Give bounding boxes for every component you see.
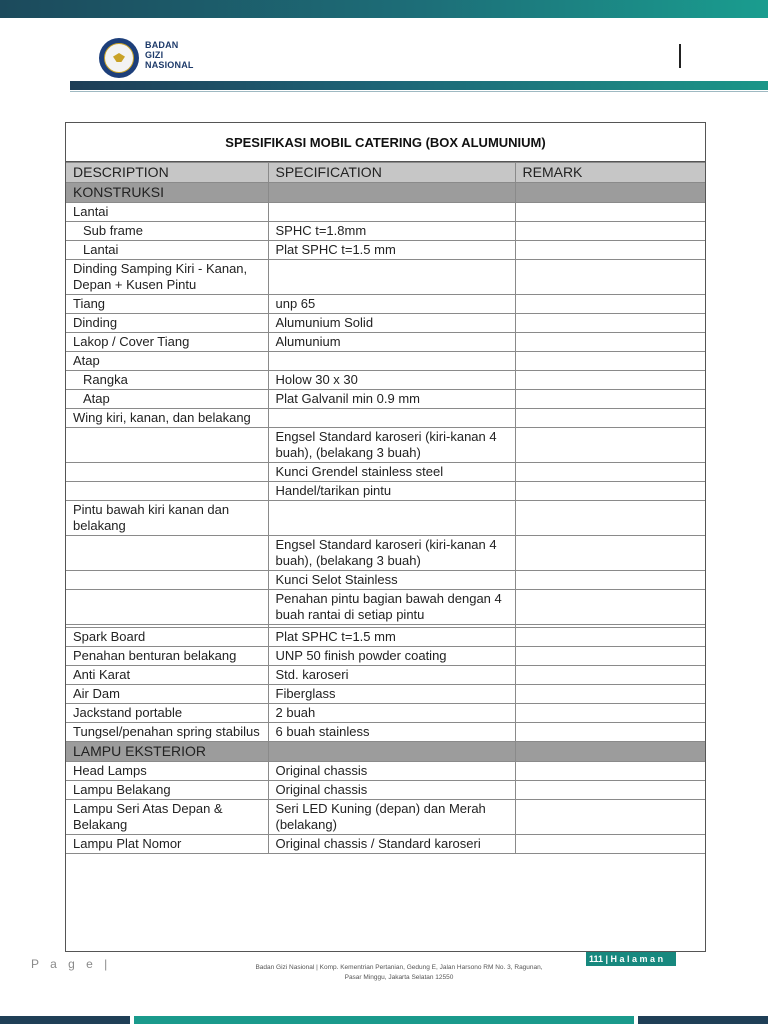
- column-header-specification: SPECIFICATION: [268, 163, 515, 183]
- remark-cell: [515, 647, 705, 666]
- description-cell: Lampu Seri Atas Depan & Belakang: [66, 800, 268, 835]
- description-cell: Lakop / Cover Tiang: [66, 333, 268, 352]
- specification-cell: 2 buah: [268, 704, 515, 723]
- remark-cell: [515, 222, 705, 241]
- remark-cell: [515, 333, 705, 352]
- brand-name: [145, 40, 194, 70]
- description-cell: Head Lamps: [66, 762, 268, 781]
- bgn-logo-emblem: [99, 38, 139, 78]
- table-row: [66, 241, 705, 260]
- specification-cell: [268, 183, 515, 203]
- remark-cell: [515, 835, 705, 854]
- description-cell: Tungsel/penahan spring stabilus: [66, 723, 268, 742]
- specification-cell: [268, 501, 515, 536]
- description-cell: Atap: [66, 390, 268, 409]
- top-banner: [0, 0, 768, 18]
- specification-cell: Std. karoseri: [268, 666, 515, 685]
- table-row: [66, 314, 705, 333]
- table-row: [66, 333, 705, 352]
- description-cell: Atap: [66, 352, 268, 371]
- description-cell: Lampu Plat Nomor: [66, 835, 268, 854]
- table-row: [66, 352, 705, 371]
- description-cell: Lampu Belakang: [66, 781, 268, 800]
- specification-cell: Seri LED Kuning (depan) dan Merah (belakang): [268, 800, 515, 835]
- description-cell: Sub frame: [66, 222, 268, 241]
- description-cell: [66, 571, 268, 590]
- header-rule: [70, 81, 768, 90]
- specification-cell: 6 buah stainless: [268, 723, 515, 742]
- description-cell: Dinding: [66, 314, 268, 333]
- footer-address-line-2: Pasar Minggu, Jakarta Selatan 12550: [344, 974, 454, 981]
- column-header-description: DESCRIPTION: [66, 163, 268, 183]
- specification-cell: Plat Galvanil min 0.9 mm: [268, 390, 515, 409]
- specification-cell: Engsel Standard karoseri (kiri-kanan 4 buah), (belakang 3 buah): [268, 428, 515, 463]
- column-header-remark: REMARK: [515, 163, 705, 183]
- description-cell: Anti Karat: [66, 666, 268, 685]
- table-row: [66, 666, 705, 685]
- description-cell: Jackstand portable: [66, 704, 268, 723]
- remark-cell: [515, 571, 705, 590]
- specification-cell: UNP 50 finish powder coating: [268, 647, 515, 666]
- specification-cell: unp 65: [268, 295, 515, 314]
- remark-cell: [515, 762, 705, 781]
- remark-cell: [515, 501, 705, 536]
- specification-cell: Fiberglass: [268, 685, 515, 704]
- description-cell: Pintu bawah kiri kanan dan belakang: [66, 501, 268, 536]
- description-cell: [66, 590, 268, 625]
- specification-cell: [268, 409, 515, 428]
- specification-cell: Kunci Grendel stainless steel: [268, 463, 515, 482]
- remark-cell: [515, 241, 705, 260]
- specification-cell: Plat SPHC t=1.5 mm: [268, 628, 515, 647]
- table-row: [66, 590, 705, 625]
- table-row: [66, 203, 705, 222]
- remark-cell: [515, 536, 705, 571]
- description-cell: Air Dam: [66, 685, 268, 704]
- specification-cell: Original chassis: [268, 781, 515, 800]
- table-row: [66, 800, 705, 835]
- remark-cell: [515, 781, 705, 800]
- footer-address-line-1: Badan Gizi Nasional | Komp. Kementrian Pertanian, Gedung E, Jalan Harsono RM No. 3, Ragunan,: [255, 964, 543, 971]
- specification-cell: Alumunium Solid: [268, 314, 515, 333]
- table-row: [66, 762, 705, 781]
- remark-cell: [515, 352, 705, 371]
- table-row: [66, 723, 705, 742]
- description-cell: KONSTRUKSI: [66, 183, 268, 203]
- specification-cell: Plat SPHC t=1.5 mm: [268, 241, 515, 260]
- brand-line-1: BADAN: [145, 40, 179, 50]
- description-cell: Penahan benturan belakang: [66, 647, 268, 666]
- sheet-title: SPESIFIKASI MOBIL CATERING (BOX ALUMUNIUM): [66, 123, 705, 162]
- table-row: [66, 647, 705, 666]
- remark-cell: [515, 409, 705, 428]
- specification-cell: Original chassis / Standard karoseri: [268, 835, 515, 854]
- remark-cell: [515, 183, 705, 203]
- table-row: [66, 390, 705, 409]
- table-row: [66, 571, 705, 590]
- description-cell: [66, 428, 268, 463]
- specification-cell: Penahan pintu bagian bawah dengan 4 buah rantai di setiap pintu: [268, 590, 515, 625]
- remark-cell: [515, 428, 705, 463]
- description-cell: Dinding Samping Kiri - Kanan, Depan + Kusen Pintu: [66, 260, 268, 295]
- description-cell: [66, 463, 268, 482]
- table-row: [66, 536, 705, 571]
- brand-line-3: NASIONAL: [145, 60, 194, 70]
- remark-cell: [515, 463, 705, 482]
- spec-table: [66, 162, 705, 854]
- specification-cell: [268, 203, 515, 222]
- table-row: [66, 685, 705, 704]
- table-row: [66, 260, 705, 295]
- section-row: [66, 183, 705, 203]
- specification-cell: Kunci Selot Stainless: [268, 571, 515, 590]
- specification-cell: [268, 352, 515, 371]
- table-row: [66, 781, 705, 800]
- remark-cell: [515, 685, 705, 704]
- description-cell: Wing kiri, kanan, dan belakang: [66, 409, 268, 428]
- remark-cell: [515, 314, 705, 333]
- brand-line-2: GIZI: [145, 50, 164, 60]
- remark-cell: [515, 742, 705, 762]
- footer-page-label: P a g e |: [31, 957, 112, 971]
- specification-cell: [268, 260, 515, 295]
- remark-cell: [515, 590, 705, 625]
- spec-sheet: [65, 122, 706, 952]
- page-number-badge: 111 | H a l a m a n: [586, 952, 676, 966]
- description-cell: Rangka: [66, 371, 268, 390]
- specification-cell: Holow 30 x 30: [268, 371, 515, 390]
- bottom-bar-right: [638, 1016, 768, 1024]
- remark-cell: [515, 260, 705, 295]
- footer-address: [204, 963, 594, 983]
- description-cell: LAMPU EKSTERIOR: [66, 742, 268, 762]
- table-row: [66, 501, 705, 536]
- remark-cell: [515, 666, 705, 685]
- specification-cell: [268, 742, 515, 762]
- description-cell: Lantai: [66, 241, 268, 260]
- bottom-bar-middle: [134, 1016, 634, 1024]
- description-cell: [66, 482, 268, 501]
- table-row: [66, 222, 705, 241]
- remark-cell: [515, 482, 705, 501]
- specification-cell: Handel/tarikan pintu: [268, 482, 515, 501]
- remark-cell: [515, 371, 705, 390]
- description-cell: Tiang: [66, 295, 268, 314]
- specification-cell: Original chassis: [268, 762, 515, 781]
- remark-cell: [515, 390, 705, 409]
- table-row: [66, 482, 705, 501]
- table-row: [66, 463, 705, 482]
- specification-cell: SPHC t=1.8mm: [268, 222, 515, 241]
- bottom-bar-left: [0, 1016, 130, 1024]
- remark-cell: [515, 628, 705, 647]
- description-cell: Spark Board: [66, 628, 268, 647]
- specification-cell: Engsel Standard karoseri (kiri-kanan 4 buah), (belakang 3 buah): [268, 536, 515, 571]
- description-cell: [66, 536, 268, 571]
- table-row: [66, 371, 705, 390]
- remark-cell: [515, 203, 705, 222]
- specification-cell: Alumunium: [268, 333, 515, 352]
- table-row: [66, 409, 705, 428]
- remark-cell: [515, 704, 705, 723]
- remark-cell: [515, 800, 705, 835]
- table-row: [66, 295, 705, 314]
- table-row: [66, 835, 705, 854]
- header-separator: [679, 44, 681, 68]
- table-header-row: [66, 163, 705, 183]
- table-row: [66, 428, 705, 463]
- remark-cell: [515, 723, 705, 742]
- description-cell: Lantai: [66, 203, 268, 222]
- remark-cell: [515, 295, 705, 314]
- table-row: [66, 704, 705, 723]
- section-row: [66, 742, 705, 762]
- header-rule-thin: [70, 91, 768, 92]
- table-row: [66, 628, 705, 647]
